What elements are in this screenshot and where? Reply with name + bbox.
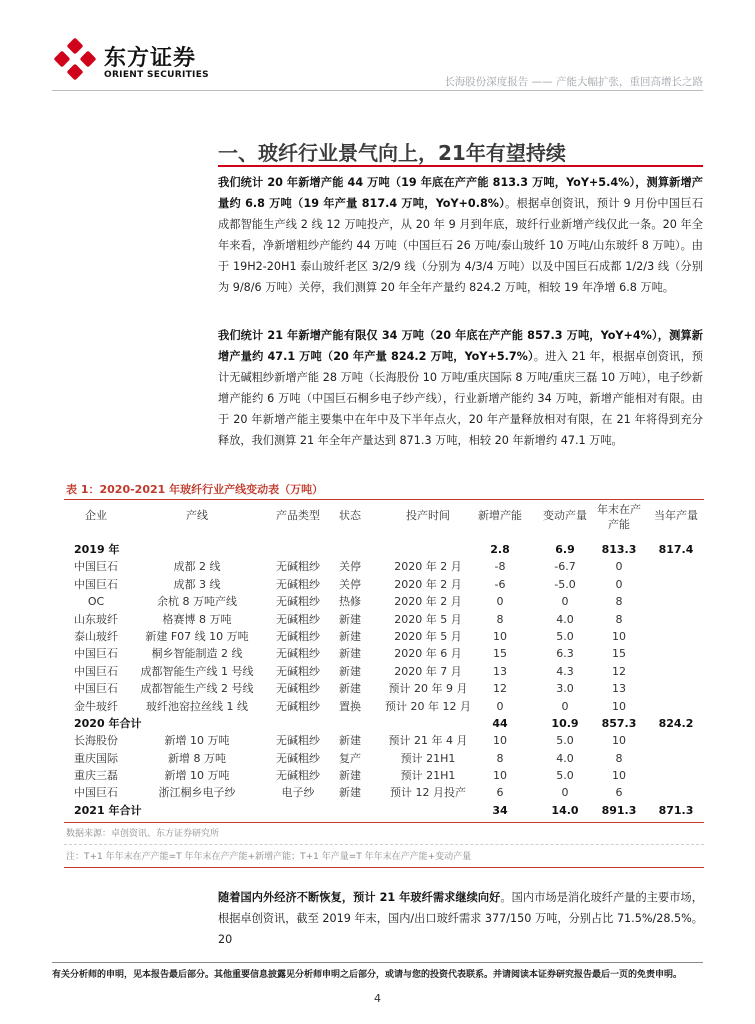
note-divider xyxy=(64,844,704,846)
table-cell: 新增 10 万吨 xyxy=(164,734,230,748)
table-cell: 新建 xyxy=(339,647,361,661)
paragraph-body: 。国内市场是消化玻纤产量的主要市场，根据卓创资讯，截至 2019 年末，国内/出口玻纤需求 377/150 万吨，分别占比 71.5%/28.5%。20 xyxy=(218,891,703,946)
table-cell: 10 xyxy=(612,629,626,643)
paragraph-body: 。根据卓创资讯，预计 9 月份中国巨石成都智能生产线 2 线 12 万吨投产，从 20 年 9 月到年底，玻纤行业新增产线仅此一条。20 年全年来看，净新增粗纱产能约 44 万吨（中国巨石 26 万吨/泰山玻纤 10 万吨/山东玻纤 8 万吨）。由于 19H2-20H1 泰山玻纤老区 3/2/9 线（分别为 4/3/4 万吨）以及中国巨石成都 1/2/3 线（分别为 9/8/6 万吨）关停，我们测算 20 年全年产量约 824.2 万吨，相较 19 年净增 6.8 万吨。 xyxy=(218,197,704,294)
table-cell: -6 xyxy=(494,577,506,591)
column-header: 当年产量 xyxy=(654,509,698,522)
table-cell: 重庆三磊 xyxy=(74,769,118,783)
table-cell: 中国巨石 xyxy=(74,577,118,591)
table-cell: 6.9 xyxy=(555,543,575,556)
table-cell: 0 xyxy=(496,699,504,713)
table-note: 注：T+1 年年末在产产能=T 年年末在产产能+新增产能；T+1 年产量=T 年年末在产产能+变动产量 xyxy=(66,852,472,862)
table-cell: 4.0 xyxy=(556,612,574,626)
column-header: 状态 xyxy=(339,509,361,522)
table-cell: 新建 F07 线 10 万吨 xyxy=(145,629,249,643)
table-cell: -5.0 xyxy=(554,577,576,591)
table-cell: 2.8 xyxy=(490,543,510,556)
table-cell: 中国巨石 xyxy=(74,664,118,678)
table-cell: 2020 年 2 月 xyxy=(394,595,462,609)
brand-name-en: ORIENT SECURITIES xyxy=(104,70,209,80)
table-cell: 0 xyxy=(561,699,569,713)
table-source: 数据来源：卓创资讯、东方证券研究所 xyxy=(66,829,220,839)
column-header: 投产时间 xyxy=(406,509,450,522)
table-cell: 成都 2 线 xyxy=(173,560,221,574)
column-header: 年末在产产能 xyxy=(597,503,641,531)
table-cell: 5.0 xyxy=(556,629,574,643)
table-cell: 关停 xyxy=(339,560,361,574)
paragraph-demand xyxy=(218,887,703,950)
table-cell: 10 xyxy=(612,699,626,713)
table-cell: 44 xyxy=(492,716,508,730)
table-cell: OC xyxy=(87,595,105,609)
orient-securities-logo-icon xyxy=(52,38,98,84)
table-row xyxy=(64,784,704,801)
table-cell: 预计 12 月投产 xyxy=(390,786,466,800)
section-title-rule xyxy=(218,165,703,167)
table-cell: 无碱粗纱 xyxy=(276,595,320,609)
table-cell: 预计 21H1 xyxy=(400,769,456,783)
table-cell: 新建 xyxy=(339,682,361,696)
table-cell: 中国巨石 xyxy=(74,560,118,574)
table-cell: 14.0 xyxy=(551,803,579,817)
table-cell: 8 xyxy=(496,751,504,765)
table-cell: 13 xyxy=(493,664,507,678)
table-cell: 15 xyxy=(612,647,626,661)
column-header: 企业 xyxy=(85,509,107,522)
table-cell: 2019 年 xyxy=(74,543,120,556)
table-row xyxy=(64,645,704,662)
table-cell: 中国巨石 xyxy=(74,786,118,800)
paragraph-bold-lead: 我们统计 20 年新增产能 44 万吨（19 年底在产产能 813.3 万吨，YoY+5.4%），测算新增产量约 6.8 万吨（19 年产量 817.4 万吨，YoY+0.8%） xyxy=(218,176,703,210)
table-cell: 无碱粗纱 xyxy=(276,577,320,591)
table-cell: 成都 3 线 xyxy=(173,577,221,591)
table-cell: 无碱粗纱 xyxy=(276,629,320,643)
table-cell: 0 xyxy=(496,595,504,609)
table-cell: 10 xyxy=(493,629,507,643)
table-cell: 无碱粗纱 xyxy=(276,751,320,765)
page-number: 4 xyxy=(374,992,381,1005)
table-cell: 5.0 xyxy=(556,769,574,783)
table-cell: 关停 xyxy=(339,577,361,591)
table-cell: 电子纱 xyxy=(281,786,315,800)
table-cell: 无碱粗纱 xyxy=(276,560,320,574)
table-cell: 824.2 xyxy=(658,716,694,730)
table-cell: 无碱粗纱 xyxy=(276,699,320,713)
table-cell: 0 xyxy=(561,786,569,800)
table-row xyxy=(64,576,704,593)
paragraph-bold-lead: 随着国内外经济不断恢复，预计 21 年玻纤需求继续向好 xyxy=(218,891,501,904)
table-row xyxy=(64,680,704,697)
table-cell: 预计 21 年 4 月 xyxy=(388,734,468,748)
table-cell: 无碱粗纱 xyxy=(276,682,320,696)
table-cell: 0 xyxy=(615,560,623,574)
column-header: 新增产能 xyxy=(478,509,522,522)
table-cell: 预计 21H1 xyxy=(400,751,456,765)
column-header: 变动产量 xyxy=(543,509,587,522)
table-cell: 10 xyxy=(493,734,507,748)
table-cell: 无碱粗纱 xyxy=(276,664,320,678)
note-bottom-rule xyxy=(64,867,704,868)
table-total-row xyxy=(64,715,704,732)
table-row xyxy=(64,767,704,784)
table-cell: 金牛玻纤 xyxy=(74,699,118,713)
table-cell: 重庆国际 xyxy=(74,751,118,765)
table-cell: 6.3 xyxy=(556,647,574,661)
table-cell: 4.0 xyxy=(556,751,574,765)
footer-disclaimer: 有关分析师的申明，见本报告最后部分。其他重要信息披露见分析师申明之后部分，或请与您的投资代表联系。并请阅读本证券研究报告最后一页的免责申明。 xyxy=(52,970,683,980)
table-cell: 6 xyxy=(615,786,623,800)
table-cell: 山东玻纤 xyxy=(74,612,118,626)
table-cell: 2020 年 5 月 xyxy=(394,612,462,626)
brand-name-cn: 东方证券 xyxy=(104,46,197,71)
table-cell: 热修 xyxy=(339,595,361,609)
header-divider xyxy=(52,90,703,91)
table-cell: 0 xyxy=(561,595,569,609)
table-cell: 新增 10 万吨 xyxy=(164,769,230,783)
table-cell: 玻纤池窑拉丝线 1 线 xyxy=(146,699,248,713)
table-total-row xyxy=(64,802,704,819)
table-cell: 8 xyxy=(615,751,623,765)
paragraph-capacity-2020 xyxy=(218,172,703,298)
table-total-row xyxy=(64,541,704,558)
table-cell: 成都智能生产线 2 号线 xyxy=(140,682,254,696)
table-cell: 无碱粗纱 xyxy=(276,612,320,626)
paragraph-body: 。进入 21 年，根据卓创资讯，预计无碱粗纱新增产能 28 万吨（长海股份 10 万吨/重庆国际 8 万吨/重庆三磊 10 万吨），电子纱新增产能约 6 万吨（中国巨石桐乡电子纱产线），行业新增产能约 34 万吨，新增产能相对有限。由于 20 年新增产能主要集中在年中及下半年点火，20 年产量释放相对有限，在 21 年将得到充分释放，我们测算 21 年全年产量达到 871.3 万吨，相较 20 年新增约 47.1 万吨。 xyxy=(218,350,703,447)
table-caption: 表 1：2020-2021 年玻纤行业产线变动表（万吨） xyxy=(66,483,324,496)
table-row xyxy=(64,732,704,749)
table-cell: 长海股份 xyxy=(74,734,118,748)
table-cell: 8 xyxy=(615,595,623,609)
table-cell: 2020 年 2 月 xyxy=(394,577,462,591)
table-cell: 2020 年 2 月 xyxy=(394,560,462,574)
table-cell: 无碱粗纱 xyxy=(276,734,320,748)
table-top-rule xyxy=(64,499,704,500)
paragraph-bold-lead: 我们统计 21 年新增产能有限仅 34 万吨（20 年底在产产能 857.3 万吨，YoY+4%），测算新增产量约 47.1 万吨（20 年产量 824.2 万吨，YoY+5.7%） xyxy=(218,329,703,363)
table-cell: 15 xyxy=(493,647,507,661)
table-cell: 新建 xyxy=(339,629,361,643)
table-cell: 10 xyxy=(612,769,626,783)
table-cell: 12 xyxy=(612,664,626,678)
table-row xyxy=(64,593,704,610)
table-cell: 6 xyxy=(496,786,504,800)
table-cell: 4.3 xyxy=(556,664,574,678)
table-cell: 预计 20 年 9 月 xyxy=(388,682,468,696)
table-cell: 8 xyxy=(496,612,504,626)
table-cell: 2020 年 7 月 xyxy=(394,664,462,678)
table-cell: 复产 xyxy=(339,751,361,765)
table-row xyxy=(64,558,704,575)
table-cell: 泰山玻纤 xyxy=(74,629,118,643)
table-cell: 新增 8 万吨 xyxy=(168,751,226,765)
table-cell: 中国巨石 xyxy=(74,682,118,696)
table-cell: 无碱粗纱 xyxy=(276,769,320,783)
table-cell: 余杭 8 万吨产线 xyxy=(157,595,237,609)
table-cell: 新建 xyxy=(339,786,361,800)
table-cell: 2021 年合计 xyxy=(74,803,142,817)
section-title: 一、玻纤行业景气向上，21年有望持续 xyxy=(218,141,566,165)
table-cell: 2020 年合计 xyxy=(74,716,142,730)
table-cell: 891.3 xyxy=(601,803,637,817)
table-bottom-rule xyxy=(64,822,704,823)
table-row xyxy=(64,698,704,715)
table-cell: 0 xyxy=(615,577,623,591)
table-cell: 5.0 xyxy=(556,734,574,748)
table-cell: 10 xyxy=(493,769,507,783)
table-cell: 格赛博 8 万吨 xyxy=(162,612,232,626)
table-cell: 871.3 xyxy=(658,803,694,817)
table-cell: -6.7 xyxy=(554,560,576,574)
table-cell: 3.0 xyxy=(556,682,574,696)
table-cell: 置换 xyxy=(339,699,361,713)
table-cell: 新建 xyxy=(339,612,361,626)
table-cell: 817.4 xyxy=(658,543,694,556)
table-row xyxy=(64,611,704,628)
table-cell: -8 xyxy=(494,560,506,574)
table-cell: 13 xyxy=(612,682,626,696)
table-cell: 34 xyxy=(492,803,508,817)
column-header: 产品类型 xyxy=(276,509,320,522)
table-body xyxy=(64,541,704,819)
table-cell: 新建 xyxy=(339,734,361,748)
table-cell: 浙江桐乡电子纱 xyxy=(158,786,236,800)
table-cell: 813.3 xyxy=(601,543,637,556)
footer-divider xyxy=(52,962,703,963)
table-cell: 2020 年 6 月 xyxy=(394,647,462,661)
table-cell: 新建 xyxy=(339,769,361,783)
report-title: 长海股份深度报告 —— 产能大幅扩张，重回高增长之路 xyxy=(444,76,703,88)
table-cell: 12 xyxy=(493,682,507,696)
table-cell: 857.3 xyxy=(601,716,637,730)
table-cell: 2020 年 5 月 xyxy=(394,629,462,643)
table-cell: 中国巨石 xyxy=(74,647,118,661)
table-cell: 预计 20 年 12 月 xyxy=(385,699,471,713)
table-cell: 成都智能生产线 1 号线 xyxy=(140,664,254,678)
table-cell: 无碱粗纱 xyxy=(276,647,320,661)
table-cell: 8 xyxy=(615,612,623,626)
table-cell: 新建 xyxy=(339,664,361,678)
table-cell: 桐乡智能制造 2 线 xyxy=(151,647,243,661)
table-row xyxy=(64,628,704,645)
table-cell: 10 xyxy=(612,734,626,748)
table-row xyxy=(64,663,704,680)
column-header: 产线 xyxy=(186,509,208,522)
table-cell: 10.9 xyxy=(551,716,579,730)
paragraph-capacity-2021 xyxy=(218,325,703,451)
table-row xyxy=(64,750,704,767)
table-header xyxy=(64,503,704,537)
